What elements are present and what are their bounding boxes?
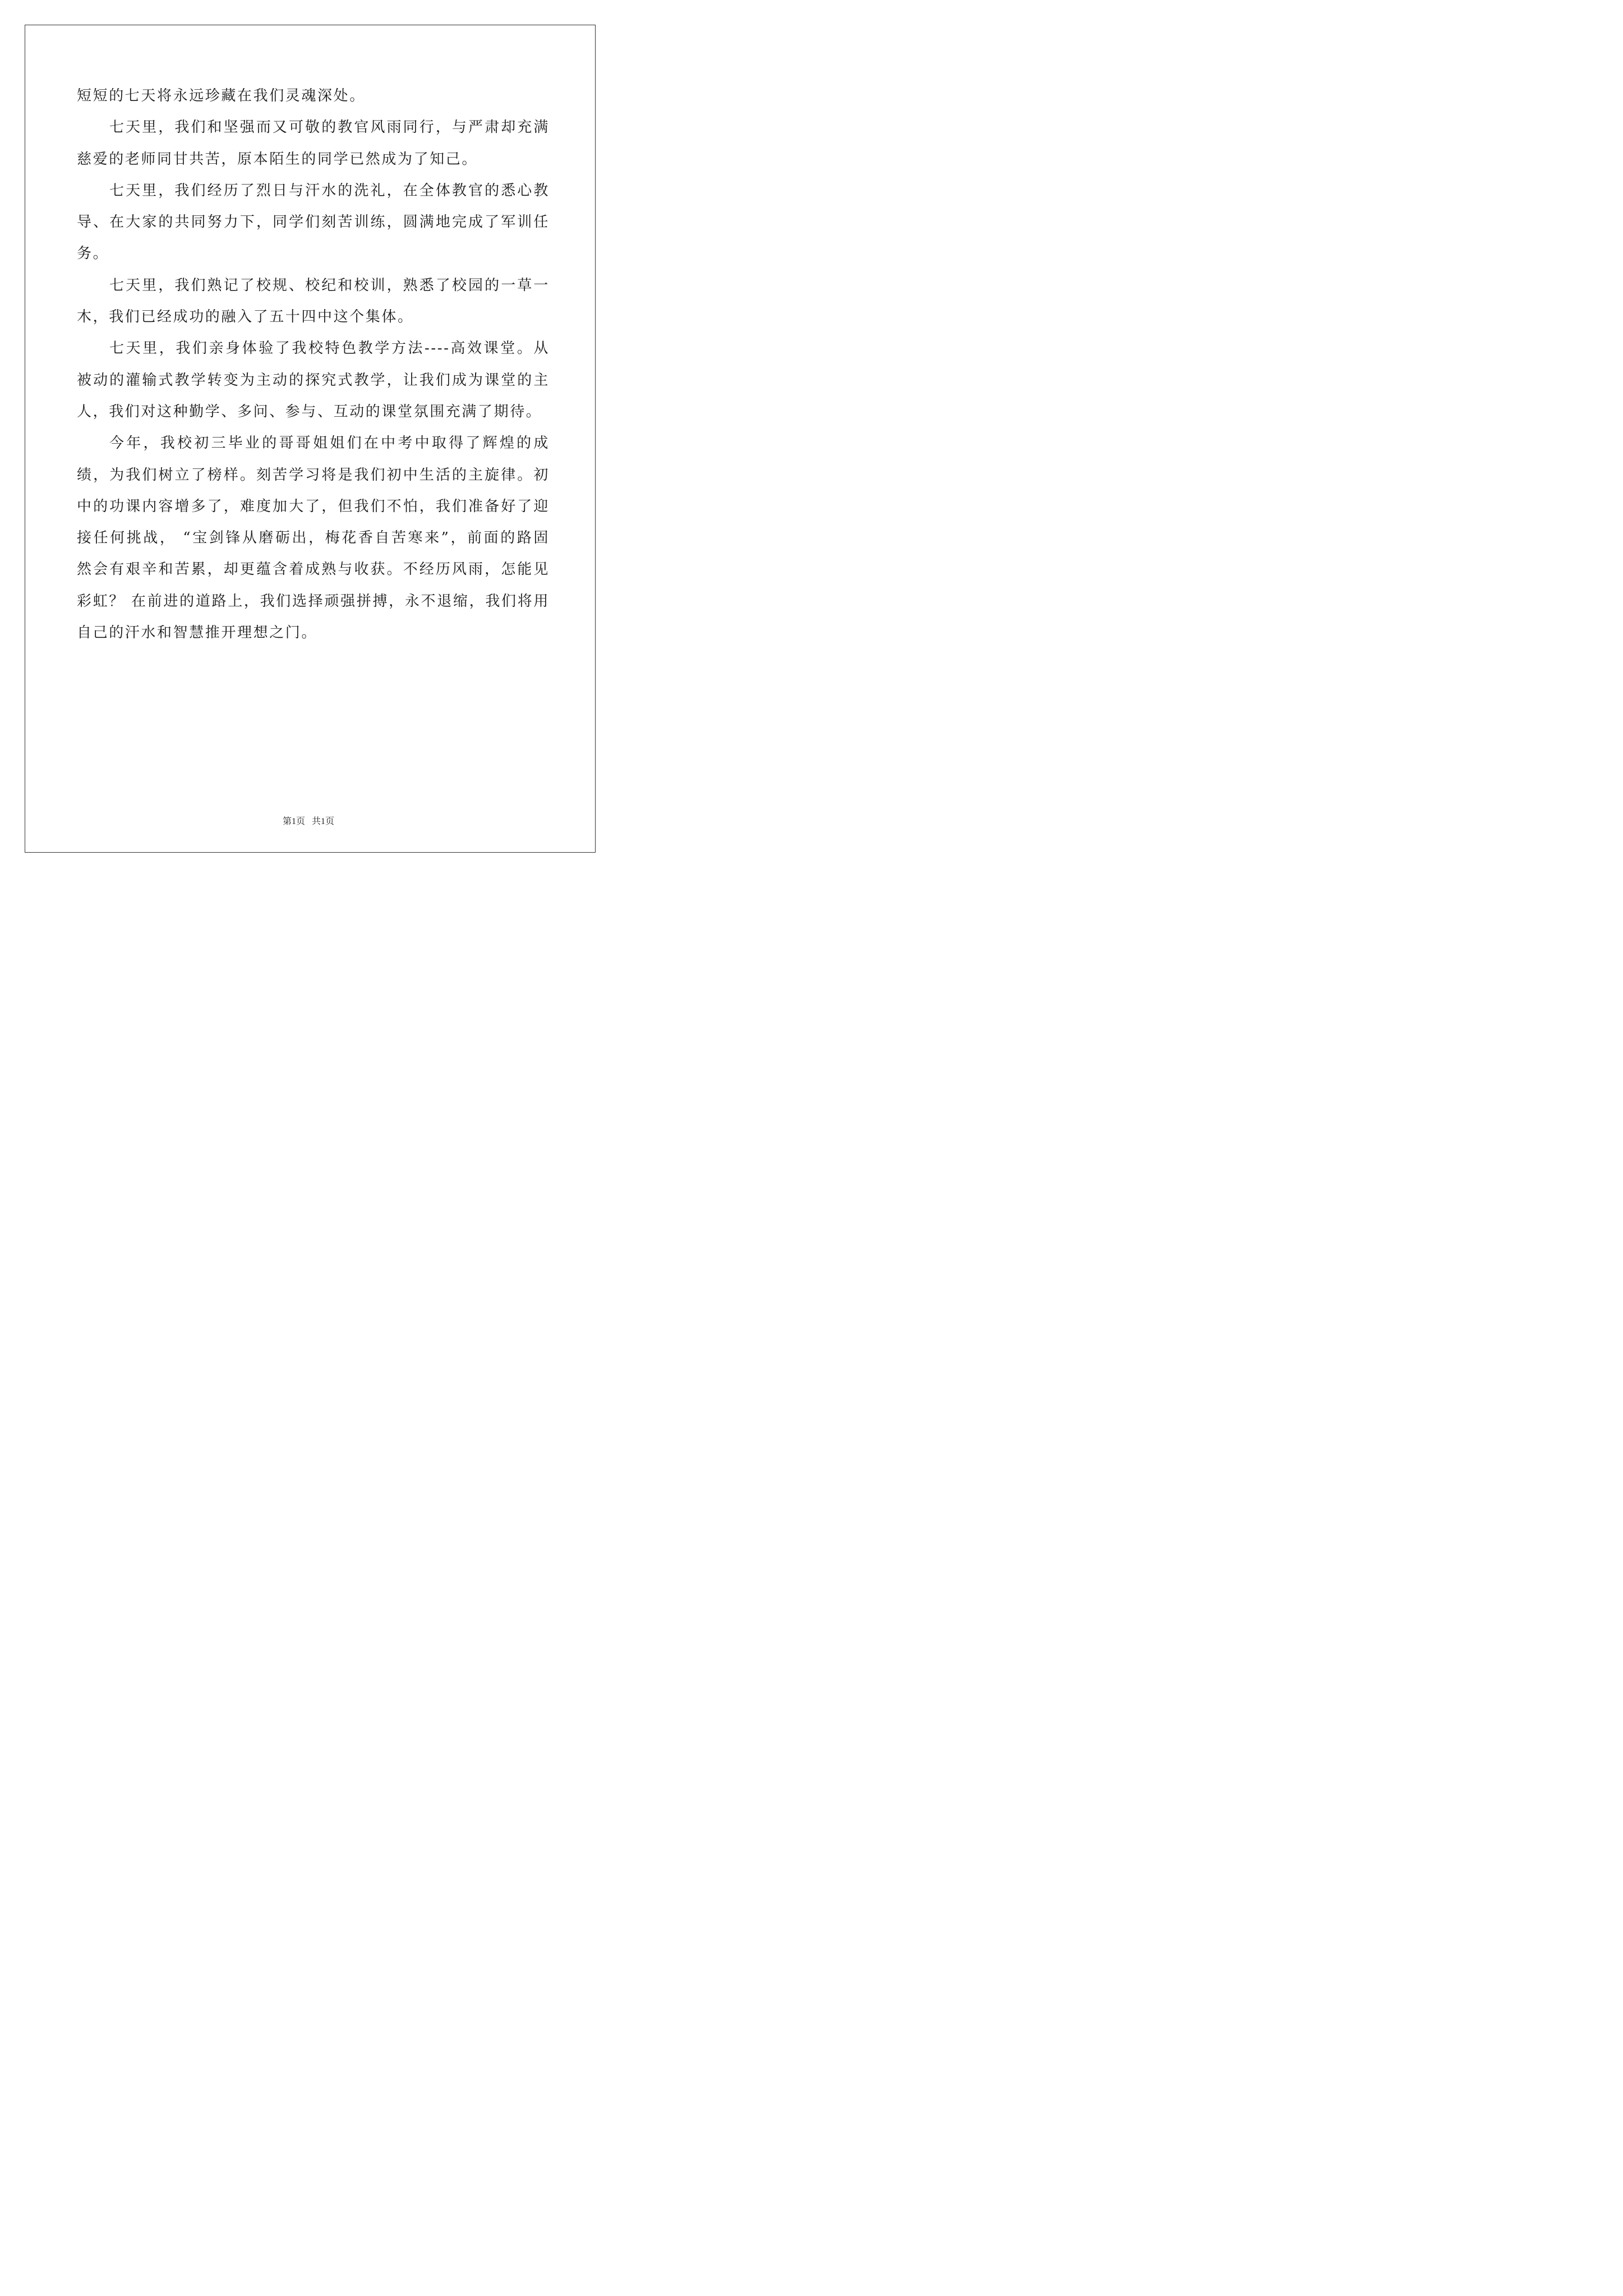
paragraph-2: 七天里，我们和坚强而又可敬的教官风雨同行，与严肃却充满慈爱的老师同甘共苦，原本陌生的同学已然成为了知己。	[77, 119, 550, 168]
paragraph-5: 七天里，我们亲身体验了我校特色教学方法----高效课堂。从被动的灌输式教学转变为主动的探究式教学，让我们成为课堂的主人，我们对这种勤学、多问、参与、互动的课堂氛围充满了期待。	[77, 340, 550, 420]
paragraph-3: 七天里，我们经历了烈日与汗水的洗礼，在全体教官的悉心教导、在大家的共同努力下，同学们刻苦训练，圆满地完成了军训任务。	[77, 182, 550, 263]
paragraph-6: 今年，我校初三毕业的哥哥姐姐们在中考中取得了辉煌的成绩，为我们树立了榜样。刻苦学习将是我们初中生活的主旋律。初中的功课内容增多了，难度加大了，但我们不怕，我们准备好了迎接任何挑战， “宝剑锋从磨砺出，梅花香自苦寒来”，前面的路固然会有艰辛和苦累，却更蕴含着成熟与收获。不经历风雨，怎能见彩虹？ 在前进的道路上，我们选择顽强拼搏，永不退缩，我们将用自己的汗水和智慧推开理想之门。	[77, 435, 550, 642]
page-number-footer: 第1页 共1页	[282, 817, 334, 826]
paragraph-4: 七天里，我们熟记了校规、校纪和校训，熟悉了校园的一草一木，我们已经成功的融入了五十四中这个集体。	[77, 277, 550, 326]
document-body	[77, 80, 550, 648]
paragraph-1: 短短的七天将永远珍藏在我们灵魂深处。	[77, 88, 366, 104]
